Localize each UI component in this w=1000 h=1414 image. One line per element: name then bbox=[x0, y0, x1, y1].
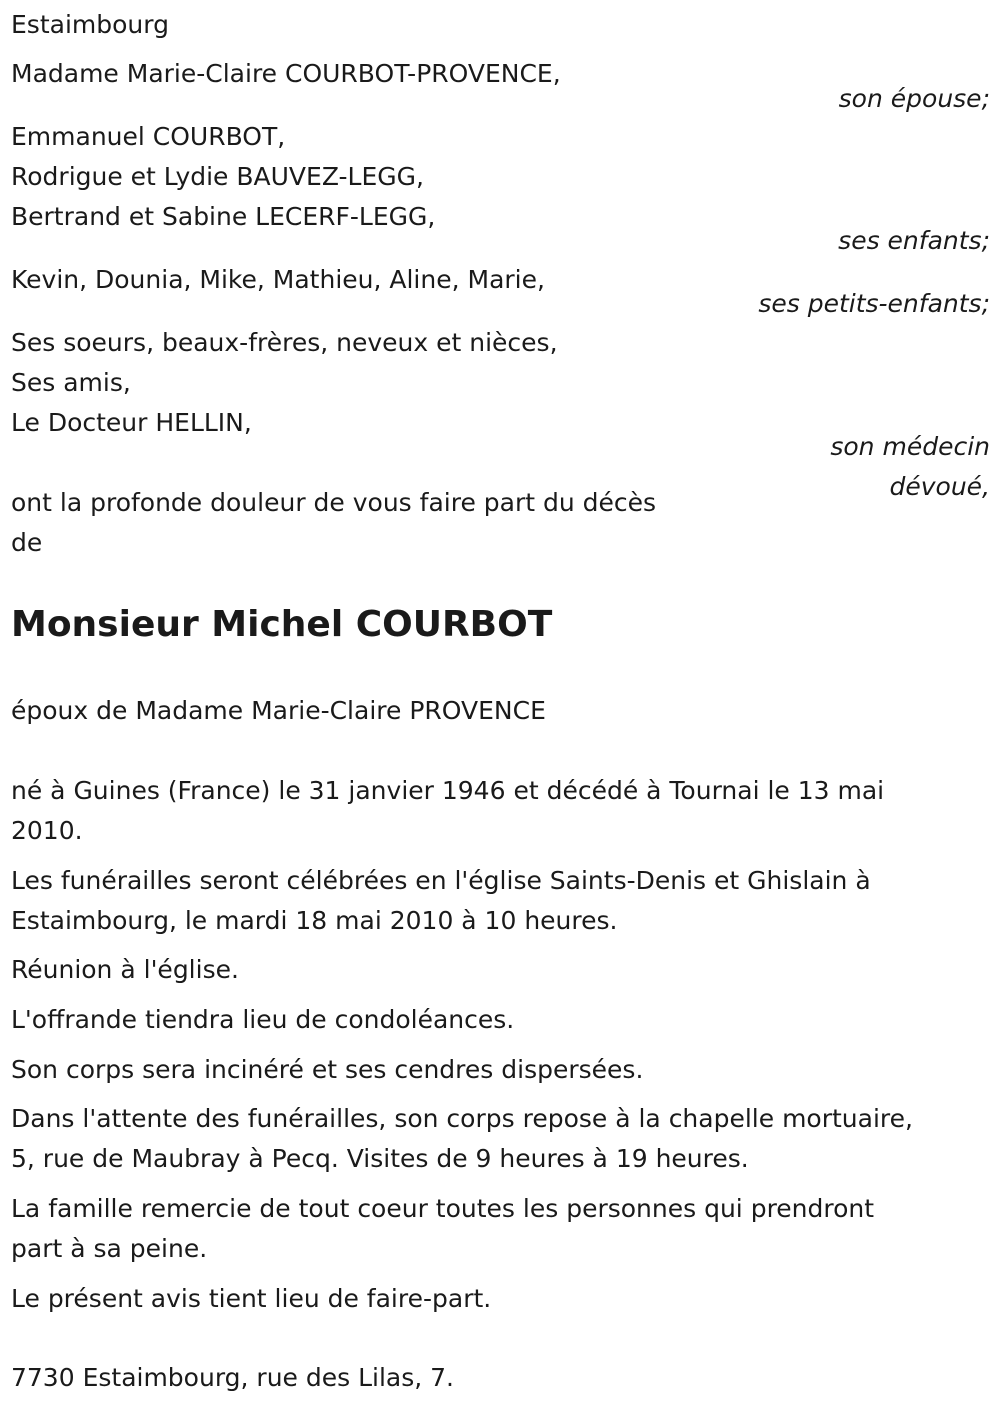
announcement-line2: de bbox=[11, 528, 43, 557]
spouse-name: Madame Marie-Claire COURBOT-PROVENCE, bbox=[11, 59, 561, 88]
funeral-line2: Estaimbourg, le mardi 18 mai 2010 à 10 heures. bbox=[11, 906, 618, 935]
birth-death-line1: né à Guines (France) le 31 janvier 1946 et décédé à Tournai le 13 mai bbox=[11, 776, 885, 805]
grandchildren-relation: ses petits-enfants; bbox=[758, 289, 990, 318]
chapel-line2: 5, rue de Maubray à Pecq. Visites de 9 heures à 19 heures. bbox=[11, 1144, 749, 1173]
grandchildren-names: Kevin, Dounia, Mike, Mathieu, Aline, Marie, bbox=[11, 265, 545, 294]
children-relation: ses enfants; bbox=[838, 226, 990, 255]
deceased-spouse-of: époux de Madame Marie-Claire PROVENCE bbox=[11, 696, 546, 725]
spouse-relation: son épouse; bbox=[838, 84, 990, 113]
others-line: Ses soeurs, beaux-frères, neveux et nièces, bbox=[11, 328, 558, 357]
doctor-relation-line1: son médecin bbox=[830, 432, 990, 461]
others-line: Ses amis, bbox=[11, 368, 131, 397]
announcement-line1: ont la profonde douleur de vous faire part du décès bbox=[11, 488, 657, 517]
chapel-line1: Dans l'attente des funérailles, son corps repose à la chapelle mortuaire, bbox=[11, 1104, 913, 1133]
doctor-relation-line2: dévoué, bbox=[889, 472, 990, 501]
deceased-name: Monsieur Michel COURBOT bbox=[11, 604, 553, 645]
child-name: Rodrigue et Lydie BAUVEZ-LEGG, bbox=[11, 162, 424, 191]
header-location: Estaimbourg bbox=[11, 10, 169, 39]
child-name: Emmanuel COURBOT, bbox=[11, 122, 286, 151]
others-line: Le Docteur HELLIN, bbox=[11, 408, 252, 437]
thanks-line2: part à sa peine. bbox=[11, 1234, 208, 1263]
birth-death-line2: 2010. bbox=[11, 816, 83, 845]
funeral-line1: Les funérailles seront célébrées en l'église Saints-Denis et Ghislain à bbox=[11, 866, 871, 895]
address-line: 7730 Estaimbourg, rue des Lilas, 7. bbox=[11, 1363, 455, 1392]
child-name: Bertrand et Sabine LECERF-LEGG, bbox=[11, 202, 436, 231]
meeting-line: Réunion à l'église. bbox=[11, 955, 239, 984]
offering-line: L'offrande tiendra lieu de condoléances. bbox=[11, 1005, 515, 1034]
notice-line: Le présent avis tient lieu de faire-part. bbox=[11, 1284, 492, 1313]
cremation-line: Son corps sera incinéré et ses cendres dispersées. bbox=[11, 1055, 644, 1084]
thanks-line1: La famille remercie de tout coeur toutes les personnes qui prendront bbox=[11, 1194, 875, 1223]
